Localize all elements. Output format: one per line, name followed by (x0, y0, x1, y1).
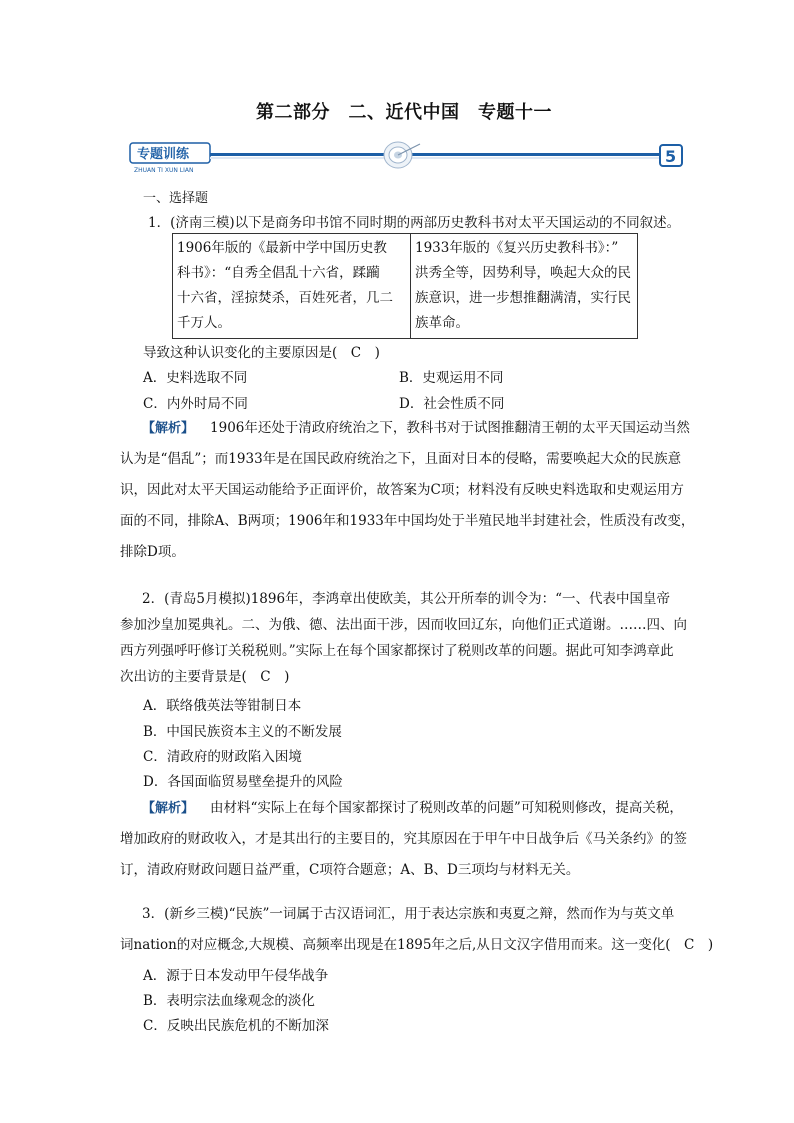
q3-option-c: C．反映出民族危机的不断加深 (143, 1018, 329, 1034)
q1-table-right-cell (411, 234, 638, 339)
q3-option-a: A．源于日本发动甲午侵华战争 (143, 968, 329, 984)
q2-option-c: C．清政府的财政陷入困境 (143, 749, 302, 765)
stem-line: 2．(青岛5月模拟)1896年，李鸿章出使欧美，其公开所奉的训令为：“一、代表中国皇帝 (142, 591, 670, 607)
banner-rule-light (210, 157, 660, 159)
banner-rule (210, 153, 660, 156)
table-line: 1906年版的《最新中学中国历史教 (177, 240, 387, 256)
stem-line: 西方列强呼吁修订关税税则。”实际上在每个国家都探讨了税则改革的问题。据此可知李鸿章此 (120, 643, 674, 659)
banner-pinyin: ZHUAN TI XUN LIAN (134, 167, 194, 174)
q1-option-d: D．社会性质不同 (399, 396, 505, 412)
analysis-tag: 【解析】 (142, 801, 195, 816)
analysis-line: 识，因此对太平天国运动能给予正面评价，故答案为C项；材料没有反映史料选取和史观运用方 (120, 482, 684, 498)
q3-option-b: B．表明宗法血缘观念的淡化 (143, 993, 315, 1009)
q2-option-d: D．各国面临贸易壁垒提升的风险 (143, 774, 343, 790)
q1-table-left-cell (173, 234, 411, 339)
q1-option-a: A．史料选取不同 (143, 370, 248, 386)
banner-label: 专题训练 (137, 147, 190, 162)
section-banner (128, 140, 688, 176)
q2-option-b: B．中国民族资本主义的不断发展 (143, 724, 342, 740)
analysis-line: 1906年还处于清政府统治之下，教科书对于试图推翻清王朝的太平天国运动当然 (210, 420, 690, 436)
table-line: 1933年版的《复兴历史教科书》：” (415, 240, 619, 256)
q3-stem (120, 899, 720, 961)
q1-source-table (172, 233, 638, 339)
table-line: 千万人。 (177, 315, 231, 331)
table-line: 族意识，进一步想推翻满清，实行民 (415, 290, 631, 306)
q2-analysis (120, 793, 720, 886)
q1-question: 导致这种认识变化的主要原因是( C ) (143, 345, 380, 361)
analysis-line: 排除D项。 (120, 544, 185, 560)
stem-line: 3．(新乡三模)“民族”一词属于古汉语词汇，用于表达宗族和夷夏之辩，然而作为与英文单 (142, 906, 675, 922)
section-label: 一、选择题 (143, 191, 209, 206)
page-title: 第二部分 二、近代中国 专题十一 (256, 102, 552, 123)
badge-number: 5 (665, 147, 677, 166)
table-line: 洪秀全等，因势利导，唤起大众的民 (415, 265, 631, 281)
stem-line: 词nation的对应概念,大规模、高频率出现是在1895年之后,从日文汉字借用而来。这一变化( C ) (120, 937, 714, 953)
analysis-line: 面的不同，排除A、B两项；1906年和1933年中国均处于半殖民地半封建社会，性质没有改变， (120, 513, 695, 529)
q1-option-b: B．史观运用不同 (399, 370, 504, 386)
q1-option-c: C．内外时局不同 (143, 396, 248, 412)
q1-stem: 1．(济南三模)以下是商务印书馆不同时期的两部历史教科书对太平天国运动的不同叙述。 (148, 215, 681, 231)
q2-stem (120, 586, 720, 690)
table-line: 十六省，淫掠焚杀，百姓死者，几二 (177, 290, 393, 306)
table-line: 科书》：“自秀全倡乱十六省，蹂躏 (177, 265, 380, 281)
analysis-line: 增加政府的财政收入，才是其出行的主要目的，究其原因在于甲午中日战争后《马关条约》的签 (120, 831, 687, 847)
table-line: 族革命。 (415, 315, 469, 331)
analysis-tag: 【解析】 (142, 421, 195, 436)
q1-analysis (120, 413, 720, 568)
stem-line: 次出访的主要背景是( C ) (120, 669, 290, 685)
analysis-line: 由材料“实际上在每个国家都探讨了税则改革的问题”可知税则修改，提高关税， (210, 800, 683, 816)
stem-line: 参加沙皇加冕典礼。二、为俄、德、法出面干涉，因而收回辽东，向他们正式道谢。……四、向 (120, 617, 687, 633)
analysis-line: 认为是“倡乱”；而1933年是在国民政府统治之下，且面对日本的侵略，需要唤起大众的民族意 (120, 451, 682, 467)
q2-option-a: A．联络俄英法等钳制日本 (143, 698, 302, 714)
analysis-line: 订，清政府财政问题日益严重，C项符合题意；A、B、D三项均与材料无关。 (120, 862, 580, 878)
